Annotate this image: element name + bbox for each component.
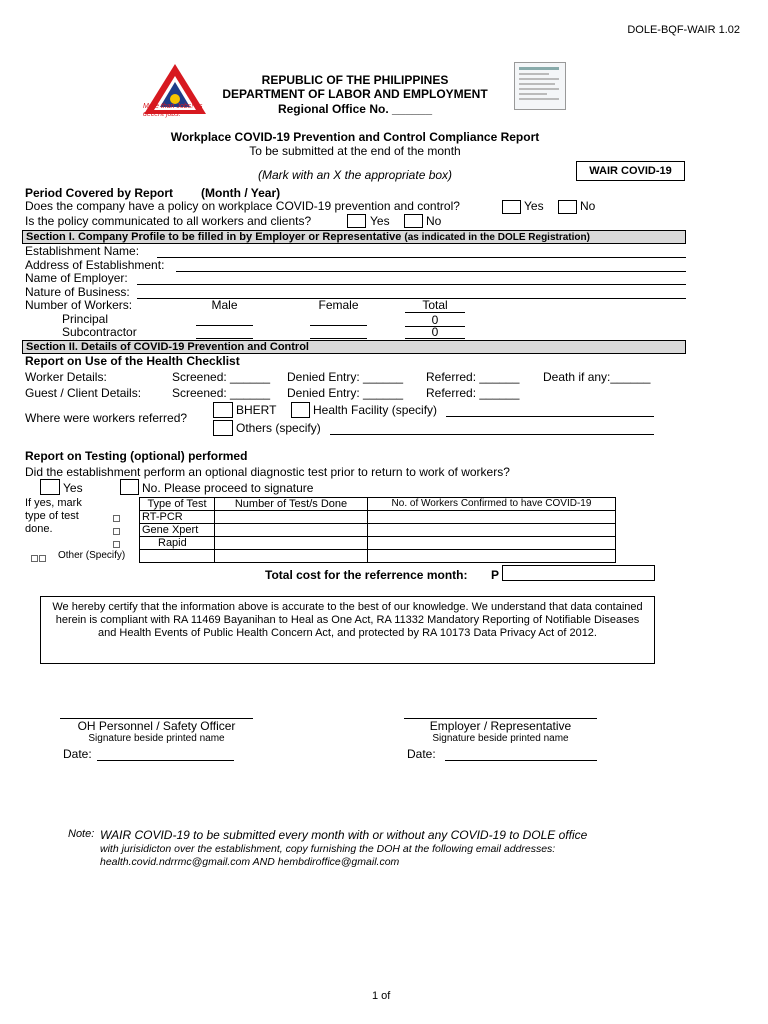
testing-question: Did the establishment perform an optional diagnostic test prior to return to work of workers? — [25, 465, 510, 479]
bhert-checkbox[interactable] — [213, 402, 233, 418]
worker-screened: Screened: ______ — [172, 370, 271, 384]
health-facility-label: Health Facility (specify) — [313, 403, 438, 417]
mark-instruction: (Mark with an X the appropriate box) — [257, 168, 453, 182]
test-count-cell[interactable] — [215, 550, 368, 563]
form-code: DOLE-BQF-WAIR 1.02 — [627, 24, 740, 36]
address-label: Address of Establishment: — [25, 258, 165, 272]
policy-question: Does the company have a policy on workplace COVID-19 prevention and control? — [25, 199, 460, 213]
certification-box: We hereby certify that the information above is accurate to the best of our knowledge. We understand that data contained herein is compliant with RA 11469 Bayanihan to Heal as One Act, RA 11332 Mandatory Reporting of Notifiable Diseases and Health Events of Public Health Concern Act, and protected by RA 10173 Data Privacy Act of 2012. — [40, 596, 655, 664]
guest-details-label: Guest / Client Details: — [25, 386, 142, 400]
wair-badge: WAIR COVID-19 — [576, 161, 685, 181]
health-facility-field[interactable] — [446, 416, 654, 417]
policy-yes-label: Yes — [524, 199, 544, 213]
establishment-label: Establishment Name: — [25, 244, 140, 258]
worker-death: Death if any:______ — [543, 370, 651, 384]
table-row — [140, 511, 616, 524]
left-signature-caption: Signature beside printed name — [88, 733, 225, 744]
test-confirmed-cell[interactable] — [368, 511, 616, 524]
left-date-field[interactable] — [97, 760, 234, 761]
header-republic: REPUBLIC OF THE PHILIPPINES — [261, 73, 449, 87]
test-confirmed-cell[interactable] — [368, 550, 616, 563]
communicated-yes-label: Yes — [370, 214, 390, 228]
period-value: (Month / Year) — [201, 186, 281, 200]
left-date-label: Date: — [63, 747, 92, 761]
test-type-header: Type of Test — [140, 498, 215, 511]
if-yes-line2: type of test — [25, 510, 79, 522]
test-confirmed-cell[interactable] — [368, 537, 616, 550]
bhert-label: BHERT — [236, 403, 277, 417]
test-table — [139, 497, 616, 563]
right-date-field[interactable] — [445, 760, 597, 761]
business-label: Nature of Business: — [25, 285, 130, 299]
form-thumbnail-image — [514, 62, 566, 110]
table-row — [140, 537, 616, 550]
test-type-cell: Rapid — [140, 537, 215, 550]
policy-no-checkbox[interactable] — [558, 200, 577, 214]
worker-details-label: Worker Details: — [25, 370, 107, 384]
employer-field[interactable] — [137, 284, 686, 285]
test-count-header: Number of Test/s Done — [215, 498, 368, 511]
test-table-header-row — [140, 498, 616, 511]
test-count-cell[interactable] — [215, 524, 368, 537]
test-confirmed-cell[interactable] — [368, 524, 616, 537]
female-header: Female — [318, 298, 359, 312]
checklist-heading: Report on Use of the Health Checklist — [25, 354, 240, 368]
rapid-mark-checkbox[interactable] — [113, 541, 120, 548]
policy-no-label: No — [580, 199, 596, 213]
communicated-question: Is the policy communicated to all workers and clients? — [25, 214, 312, 228]
principal-male-field[interactable] — [196, 325, 253, 326]
other-mark-checkbox-1[interactable] — [31, 555, 38, 562]
page-number: 1 of — [372, 990, 391, 1002]
worker-denied: Denied Entry: ______ — [287, 370, 404, 384]
others-field[interactable] — [330, 434, 654, 435]
note-label: Note: — [68, 828, 95, 840]
guest-screened: Screened: ______ — [172, 386, 271, 400]
communicated-no-checkbox[interactable] — [404, 214, 423, 228]
form-title: Workplace COVID-19 Prevention and Control Compliance Report — [170, 130, 540, 144]
guest-denied: Denied Entry: ______ — [287, 386, 404, 400]
period-label: Period Covered by Report — [25, 186, 174, 200]
header-regional-office: Regional Office No. ______ — [277, 102, 433, 116]
sub-male-field[interactable] — [196, 338, 253, 339]
note-line-2: with jurisidicton over the establishment, copy furnishing the DOH at the following email addresses: — [100, 843, 556, 855]
where-referred-label: Where were workers referred? — [25, 411, 188, 425]
other-specify-label: Other (Specify) — [58, 550, 126, 561]
testing-heading: Report on Testing (optional) performed — [25, 449, 248, 463]
employer-label: Name of Employer: — [25, 271, 128, 285]
test-type-cell: RT-PCR — [140, 511, 215, 524]
other-mark-checkbox-2[interactable] — [39, 555, 46, 562]
rtpcr-mark-checkbox[interactable] — [113, 515, 120, 522]
total-cost-label: Total cost for the referrence month: — [265, 568, 468, 582]
address-field[interactable] — [176, 271, 686, 272]
testing-yes-checkbox[interactable] — [40, 479, 60, 495]
principal-female-field[interactable] — [310, 325, 367, 326]
logo-tagline: More than Jobs! Its decent jobs. — [143, 103, 203, 118]
right-signature-caption: Signature beside printed name — [432, 733, 569, 744]
principal-label: Principal — [62, 312, 109, 326]
right-date-label: Date: — [407, 747, 436, 761]
note-line-1: WAIR COVID-19 to be submitted every month with or without any COVID-19 to DOLE office — [100, 828, 588, 842]
guest-referred: Referred: ______ — [426, 386, 520, 400]
table-row — [140, 524, 616, 537]
genexpert-mark-checkbox[interactable] — [113, 528, 120, 535]
test-count-cell[interactable] — [215, 511, 368, 524]
total-header: Total — [422, 298, 448, 312]
left-signature-role: OH Personnel / Safety Officer — [77, 719, 236, 733]
test-type-cell: Gene Xpert — [140, 524, 215, 537]
health-facility-checkbox[interactable] — [291, 402, 310, 418]
section-1-header — [22, 230, 686, 244]
policy-yes-checkbox[interactable] — [502, 200, 521, 214]
right-signature-role: Employer / Representative — [429, 719, 572, 733]
header-department: DEPARTMENT OF LABOR AND EMPLOYMENT — [222, 87, 488, 101]
others-label: Others (specify) — [236, 421, 321, 435]
communicated-no-label: No — [426, 214, 442, 228]
total-cost-currency: P — [491, 568, 500, 582]
establishment-field[interactable] — [157, 257, 686, 258]
table-row — [140, 550, 616, 563]
subcontractor-label: Subcontractor — [62, 325, 137, 339]
section-1-note: (as indicated in the DOLE Registration) — [404, 232, 590, 243]
test-type-cell[interactable] — [140, 550, 215, 563]
worker-referred: Referred: ______ — [426, 370, 520, 384]
testing-yes-label: Yes — [63, 481, 83, 495]
sub-female-field[interactable] — [310, 338, 367, 339]
communicated-yes-checkbox[interactable] — [347, 214, 366, 228]
male-header: Male — [211, 298, 238, 312]
if-yes-line3: done. — [25, 523, 53, 535]
test-count-cell[interactable] — [215, 537, 368, 550]
test-confirmed-header: No. of Workers Confirmed to have COVID-19 — [368, 498, 616, 511]
testing-no-checkbox[interactable] — [120, 479, 139, 495]
note-line-3: health.covid.ndrrmc@gmail.com AND hembdiroffice@gmail.com — [100, 856, 400, 868]
total-cost-field[interactable] — [502, 565, 655, 581]
form-subtitle: To be submitted at the end of the month — [249, 144, 461, 158]
others-checkbox[interactable] — [213, 420, 233, 436]
subcontractor-total: 0 — [405, 325, 465, 339]
principal-total: 0 — [405, 312, 465, 327]
testing-no-label: No. Please proceed to signature — [142, 481, 314, 495]
workers-label: Number of Workers: — [25, 298, 133, 312]
section-2-header: Section II. Details of COVID-19 Prevention and Control — [22, 340, 686, 354]
section-1-title: Section I. Company Profile to be filled in by Employer or Representative — [26, 231, 402, 243]
if-yes-line1: If yes, mark — [25, 497, 82, 509]
